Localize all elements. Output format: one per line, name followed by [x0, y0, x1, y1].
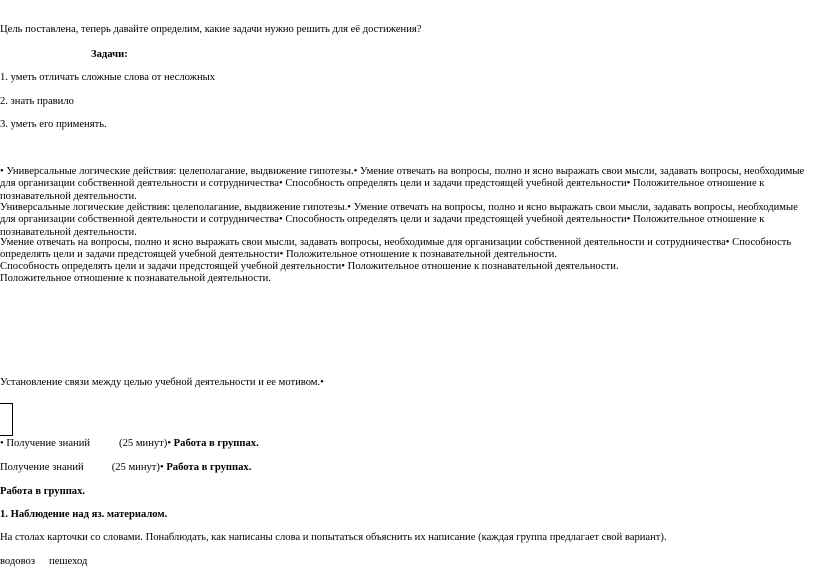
uud-block-3: Умение отвечать на вопросы, полно и ясно выражать свои мысли, задавать вопросы, необходимые для организации собственной деятельности и сотрудничества• Способность определять цели и задачи предстоящей учебной деятельности• Положительное отношение к познавательной деятельности. — [0, 237, 792, 261]
task-item-3: 3. уметь его применять. — [0, 119, 107, 130]
stage-1-time: (25 минут)• — [119, 438, 172, 449]
motive-text: Установление связи между целью учебной деятельности и ее мотивом.• — [0, 377, 324, 388]
task-item-2: 2. знать правило — [0, 96, 74, 107]
intro-text: Цель поставлена, теперь давайте определим, какие задачи нужно решить для её достижения? — [0, 24, 422, 35]
stage-1-prefix: • Получение знаний — [0, 438, 91, 449]
word-2: пешеход — [49, 556, 88, 567]
stage-2-time: (25 минут)• — [111, 462, 164, 473]
uud-block-5: Положительное отношение к познавательной деятельности. — [0, 273, 271, 284]
task-item-1: 1. уметь отличать сложные слова от несложных — [0, 72, 216, 83]
stage-line-1 — [0, 438, 259, 450]
group-work-heading: Работа в группах. — [0, 486, 86, 497]
uud-block-2: Универсальные логические действия: целеполагание, выдвижение гипотезы.• Умение отвечать на вопросы, полно и ясно выражать свои мысли, задавать вопросы, необходимые для организации собственной деятельности и сотрудничества• Способность определять цели и задачи предстоящей учебной деятельности• Положительное отношение к познавательной деятельности. — [0, 202, 798, 238]
stage-1-bold: Работа в группах. — [171, 438, 259, 449]
stage-2-bold: Работа в группах. — [163, 462, 252, 473]
word-list — [0, 556, 87, 568]
uud-block-1: • Универсальные логические действия: целеполагание, выдвижение гипотезы.• Умение отвечать на вопросы, полно и ясно выражать свои мысли, задавать вопросы, необходимые для организации собственной деятельности и сотрудничества• Способность определять цели и задачи предстоящей учебной деятельности• Положительное отношение к познавательной деятельности. — [0, 166, 805, 202]
cards-text: На столах карточки со словами. Понаблюдать, как написаны слова и попытаться объяснить их написание (каждая группа предлагает свой вариант). — [0, 532, 667, 543]
empty-box — [0, 403, 13, 436]
observation-heading: 1. Наблюдение над яз. материалом. — [0, 509, 168, 520]
stage-line-2 — [0, 462, 251, 474]
stage-2-prefix: Получение знаний — [0, 462, 84, 473]
tasks-heading: Задачи: — [91, 49, 128, 60]
word-1: водовоз — [0, 556, 36, 567]
uud-block-4: Способность определять цели и задачи предстоящей учебной деятельности• Положительное отношение к познавательной деятельности. — [0, 261, 619, 272]
